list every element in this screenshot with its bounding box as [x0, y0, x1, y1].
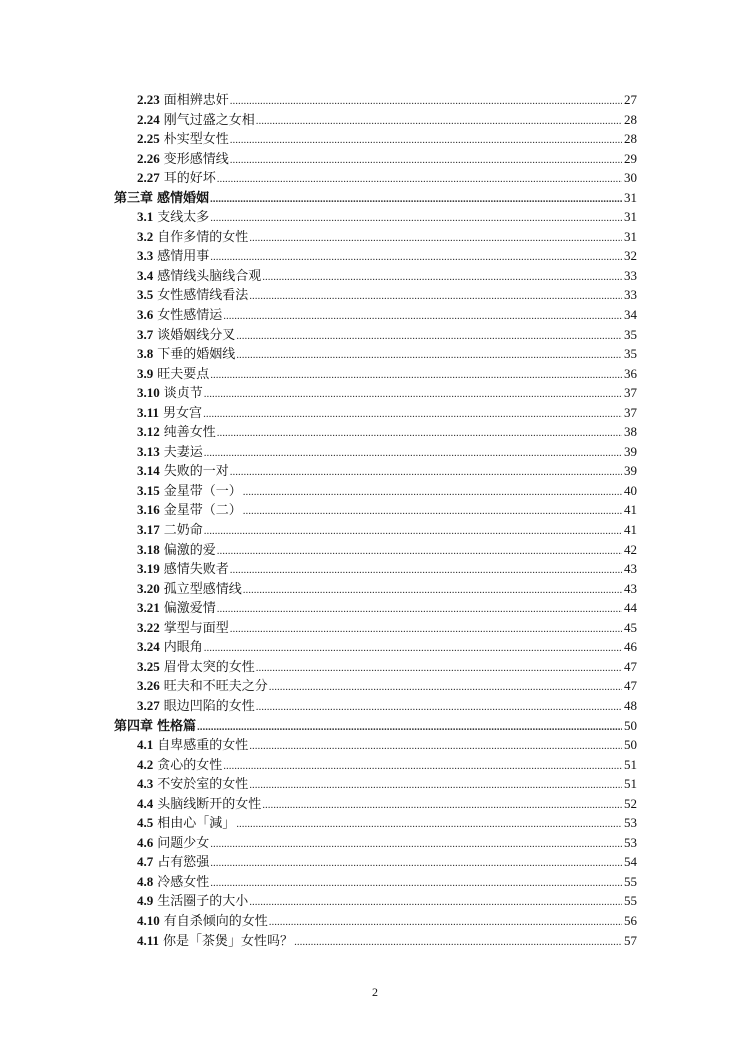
entry-title: 谈贞节: [163, 385, 203, 401]
toc-chapter-entry[interactable]: [114, 188, 637, 208]
entry-title: 女性感情运: [157, 307, 223, 323]
toc-section-entry[interactable]: [114, 735, 637, 755]
toc-section-entry[interactable]: [114, 931, 637, 951]
toc-section-entry[interactable]: [114, 520, 637, 540]
entry-title: 偏激的爱: [163, 541, 216, 557]
toc-section-entry[interactable]: [114, 676, 637, 696]
entry-number: 3.10: [137, 385, 160, 401]
dot-leader: [210, 833, 622, 855]
entry-page-number: 27: [624, 92, 637, 107]
entry-page-number: 28: [624, 111, 637, 127]
dot-leader: [249, 774, 622, 796]
entry-page-number: 39: [624, 443, 637, 459]
toc-section-entry[interactable]: [114, 207, 637, 227]
entry-page-number: 48: [624, 697, 637, 713]
entry-page-number: 51: [624, 776, 637, 792]
entry-number: 2.25: [137, 131, 160, 147]
dot-leader: [243, 500, 622, 522]
dot-leader: [210, 364, 622, 386]
entry-page-number: 40: [624, 482, 637, 498]
entry-page-number: 47: [624, 678, 637, 694]
toc-section-entry[interactable]: [114, 540, 637, 560]
dot-leader: [217, 598, 622, 620]
toc-section-entry[interactable]: [114, 422, 637, 442]
entry-page-number: 37: [624, 404, 637, 420]
toc-section-entry[interactable]: [114, 559, 637, 579]
toc-section-entry[interactable]: [114, 168, 637, 188]
entry-number: 3.15: [137, 482, 160, 498]
entry-page-number: 55: [624, 873, 637, 889]
dot-leader: [230, 461, 622, 483]
entry-number: 3.25: [137, 658, 160, 674]
entry-title: 旺夫和不旺夫之分: [163, 678, 268, 694]
entry-page-number: 33: [624, 267, 637, 283]
entry-page-number: 45: [624, 619, 637, 635]
entry-title: 贪心的女性: [157, 756, 223, 772]
entry-number: 4.6: [137, 834, 154, 850]
entry-page-number: 36: [624, 365, 637, 381]
entry-title: 有自杀倾向的女性: [163, 912, 268, 928]
toc-section-entry[interactable]: [114, 227, 637, 247]
entry-page-number: 29: [624, 150, 637, 166]
entry-number: 3.3: [137, 248, 154, 264]
dot-leader: [204, 383, 622, 405]
entry-title: 掌型与面型: [163, 619, 229, 635]
toc-section-entry[interactable]: [114, 325, 637, 345]
entry-title: 眉骨太突的女性: [163, 658, 255, 674]
table-of-contents: [114, 90, 637, 950]
dot-leader: [223, 755, 622, 777]
entry-page-number: 35: [624, 326, 637, 342]
dot-leader: [230, 149, 622, 171]
entry-number: 3.20: [137, 580, 160, 596]
dot-leader: [249, 285, 622, 307]
entry-page-number: 28: [624, 131, 637, 147]
dot-leader: [230, 90, 622, 112]
entry-number: 3.2: [137, 228, 154, 244]
entry-title: 眼边凹陷的女性: [163, 697, 255, 713]
toc-section-entry[interactable]: [114, 618, 637, 638]
dot-leader: [217, 168, 622, 190]
toc-section-entry[interactable]: [114, 246, 637, 266]
entry-page-number: 35: [624, 346, 637, 362]
dot-leader: [204, 637, 622, 659]
entry-number: 3.5: [137, 287, 154, 303]
dot-leader: [294, 931, 622, 953]
dot-leader: [210, 188, 622, 210]
entry-page-number: 52: [624, 795, 637, 811]
dot-leader: [230, 559, 622, 581]
dot-leader: [204, 442, 622, 464]
entry-title: 变形感情线: [163, 150, 229, 166]
toc-section-entry[interactable]: [114, 598, 637, 618]
dot-leader: [230, 129, 622, 151]
entry-number: 3.9: [137, 365, 154, 381]
toc-section-entry[interactable]: [114, 442, 637, 462]
toc-section-entry[interactable]: [114, 461, 637, 481]
entry-page-number: 54: [624, 854, 637, 870]
entry-title: 男女宫: [163, 404, 203, 420]
entry-number: 3.26: [137, 678, 160, 694]
toc-section-entry[interactable]: [114, 285, 637, 305]
entry-page-number: 31: [624, 189, 637, 205]
entry-title: 偏激爱情: [163, 600, 216, 616]
entry-title: 面相辨忠奸: [163, 92, 229, 107]
entry-title: 失败的一对: [163, 463, 229, 479]
entry-title: 下垂的婚姻线: [157, 346, 236, 362]
dot-leader: [236, 344, 622, 366]
entry-title: 谈婚姻线分叉: [157, 326, 236, 342]
entry-title: 自卑感重的女性: [157, 737, 249, 753]
entry-number: 3.24: [137, 639, 160, 655]
entry-number: 4.2: [137, 756, 154, 772]
entry-page-number: 57: [624, 932, 637, 948]
entry-page-number: 50: [624, 717, 637, 733]
dot-leader: [243, 579, 622, 601]
toc-section-entry[interactable]: [114, 403, 637, 423]
entry-title: 相由心「減」: [157, 815, 236, 831]
entry-number: 4.3: [137, 776, 154, 792]
entry-title: 夫妻运: [163, 443, 203, 459]
entry-number: 4.10: [137, 912, 160, 928]
entry-number: 4.9: [137, 893, 154, 909]
entry-number: 3.16: [137, 502, 160, 518]
entry-page-number: 30: [624, 170, 637, 186]
dot-leader: [230, 618, 622, 640]
entry-page-number: 47: [624, 658, 637, 674]
entry-number: 第四章: [114, 717, 154, 733]
dot-leader: [210, 852, 622, 874]
entry-title: 性格篇: [157, 717, 197, 733]
entry-page-number: 31: [624, 209, 637, 225]
toc-section-entry[interactable]: [114, 657, 637, 677]
page-number: 2: [372, 985, 378, 999]
toc-section-entry[interactable]: [114, 500, 637, 520]
entry-title: 二奶命: [163, 522, 203, 538]
entry-number: 4.5: [137, 815, 154, 831]
toc-section-entry[interactable]: [114, 891, 637, 911]
dot-leader: [243, 481, 622, 503]
toc-section-entry[interactable]: [114, 110, 637, 130]
dot-leader: [256, 657, 622, 679]
entry-title: 生活圈子的大小: [157, 893, 249, 909]
entry-number: 3.14: [137, 463, 160, 479]
entry-number: 3.6: [137, 307, 154, 323]
entry-page-number: 44: [624, 600, 637, 616]
entry-number: 2.27: [137, 170, 160, 186]
dot-leader: [236, 813, 622, 835]
entry-page-number: 34: [624, 307, 637, 323]
entry-page-number: 53: [624, 834, 637, 850]
toc-section-entry[interactable]: [114, 774, 637, 794]
entry-title: 感情线头脑线合观: [157, 267, 262, 283]
entry-title: 问题少女: [157, 834, 210, 850]
entry-number: 2.26: [137, 150, 160, 166]
dot-leader: [249, 227, 622, 249]
entry-page-number: 43: [624, 580, 637, 596]
entry-title: 冷感女性: [157, 873, 210, 889]
toc-section-entry[interactable]: [114, 794, 637, 814]
dot-leader: [249, 735, 622, 757]
dot-leader: [197, 716, 622, 738]
toc-section-entry[interactable]: [114, 813, 637, 833]
entry-number: 3.4: [137, 267, 154, 283]
entry-title: 女性感情线看法: [157, 287, 249, 303]
entry-title: 占有慾强: [157, 854, 210, 870]
dot-leader: [262, 266, 622, 288]
entry-number: 3.7: [137, 326, 154, 342]
entry-page-number: 42: [624, 541, 637, 557]
dot-leader: [210, 207, 622, 229]
dot-leader: [262, 794, 622, 816]
entry-title: 自作多情的女性: [157, 228, 249, 244]
dot-leader: [217, 540, 622, 562]
entry-page-number: 39: [624, 463, 637, 479]
dot-leader: [269, 911, 622, 933]
toc-section-entry[interactable]: [114, 696, 637, 716]
entry-page-number: 51: [624, 756, 637, 772]
toc-section-entry[interactable]: [114, 90, 637, 110]
entry-number: 3.19: [137, 561, 160, 577]
entry-number: 4.11: [137, 932, 160, 948]
entry-title: 内眼角: [163, 639, 203, 655]
entry-page-number: 55: [624, 893, 637, 909]
entry-title: 旺夫要点: [157, 365, 210, 381]
entry-number: 4.1: [137, 737, 154, 753]
entry-title: 不安於室的女性: [157, 776, 249, 792]
entry-page-number: 38: [624, 424, 637, 440]
toc-section-entry[interactable]: [114, 872, 637, 892]
entry-title: 感情用事: [157, 248, 210, 264]
entry-page-number: 32: [624, 248, 637, 264]
toc-section-entry[interactable]: [114, 383, 637, 403]
entry-number: 4.8: [137, 873, 154, 889]
entry-title: 纯善女性: [163, 424, 216, 440]
entry-title: 感情婚姻: [157, 189, 210, 205]
toc-section-entry[interactable]: [114, 129, 637, 149]
dot-leader: [269, 676, 622, 698]
entry-title: 你是「茶煲」女性吗？: [163, 932, 294, 948]
dot-leader: [204, 520, 622, 542]
toc-section-entry[interactable]: [114, 481, 637, 501]
entry-page-number: 33: [624, 287, 637, 303]
toc-chapter-entry[interactable]: [114, 716, 637, 736]
dot-leader: [236, 325, 622, 347]
dot-leader: [203, 403, 622, 425]
entry-page-number: 53: [624, 815, 637, 831]
dot-leader: [223, 305, 622, 327]
entry-page-number: 43: [624, 561, 637, 577]
entry-page-number: 56: [624, 912, 637, 928]
entry-title: 刚气过盛之女相: [163, 111, 255, 127]
entry-number: 4.4: [137, 795, 154, 811]
dot-leader: [249, 891, 622, 913]
toc-section-entry[interactable]: [114, 579, 637, 599]
entry-page-number: 46: [624, 639, 637, 655]
entry-number: 3.22: [137, 619, 160, 635]
entry-title: 感情失败者: [163, 561, 229, 577]
entry-title: 耳的好坏: [163, 170, 216, 186]
toc-section-entry[interactable]: [114, 637, 637, 657]
toc-section-entry[interactable]: [114, 305, 637, 325]
entry-title: 孤立型感情线: [163, 580, 242, 596]
dot-leader: [217, 422, 622, 444]
entry-number: 2.24: [137, 111, 160, 127]
entry-page-number: 31: [624, 228, 637, 244]
entry-number: 3.1: [137, 209, 154, 225]
toc-section-entry[interactable]: [114, 266, 637, 286]
toc-section-entry[interactable]: [114, 911, 637, 931]
entry-title: 朴实型女性: [163, 131, 229, 147]
entry-number: 第三章: [114, 189, 154, 205]
entry-number: 3.21: [137, 600, 160, 616]
entry-number: 3.27: [137, 697, 160, 713]
entry-number: 3.11: [137, 404, 160, 420]
entry-number: 3.17: [137, 522, 160, 538]
entry-page-number: 37: [624, 385, 637, 401]
entry-number: 2.23: [137, 92, 160, 107]
entry-number: 3.12: [137, 424, 160, 440]
toc-section-entry[interactable]: [114, 755, 637, 775]
dot-leader: [256, 696, 622, 718]
entry-page-number: 50: [624, 737, 637, 753]
toc-section-entry[interactable]: [114, 149, 637, 169]
entry-title: 支线太多: [157, 209, 210, 225]
entry-title: 金星带（二）: [163, 502, 242, 518]
entry-number: 4.7: [137, 854, 154, 870]
entry-number: 3.18: [137, 541, 160, 557]
dot-leader: [210, 872, 622, 894]
toc-section-entry[interactable]: [114, 364, 637, 384]
entry-number: 3.8: [137, 346, 154, 362]
toc-section-entry[interactable]: [114, 833, 637, 853]
dot-leader: [210, 246, 622, 268]
toc-section-entry[interactable]: [114, 344, 637, 364]
entry-number: 3.13: [137, 443, 160, 459]
toc-section-entry[interactable]: [114, 852, 637, 872]
entry-title: 头脑线断开的女性: [157, 795, 262, 811]
entry-page-number: 41: [624, 522, 637, 538]
entry-page-number: 41: [624, 502, 637, 518]
entry-title: 金星带（一）: [163, 482, 242, 498]
dot-leader: [256, 110, 622, 132]
